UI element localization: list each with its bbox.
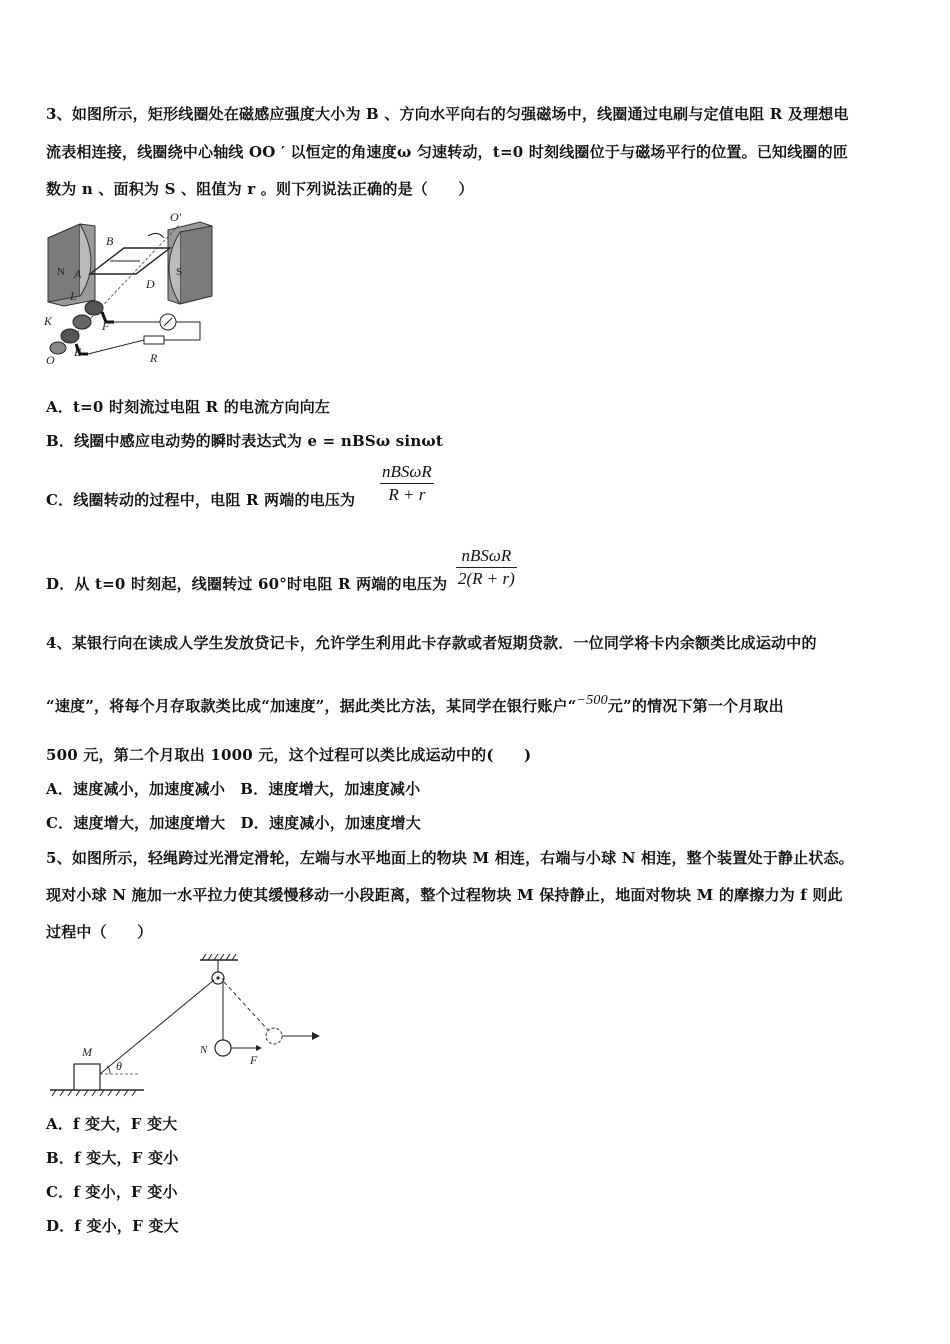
- fig3-label-A: A: [74, 267, 82, 281]
- q5-line-1: 5、如图所示，轻绳跨过光滑定滑轮，左端与水平地面上的物块 M 相连，右端与小球 N 相连，整个装置处于静止状态。: [46, 849, 854, 867]
- q3-line-3: 数为 n 、面积为 S 、阻值为 r 。则下列说法正确的是（ ）: [46, 180, 474, 198]
- fig3-label-B: B: [106, 234, 114, 248]
- fig3-label-E: E: [74, 345, 82, 359]
- q5-line-3: 过程中（ ）: [46, 923, 153, 941]
- q3-option-c-fraction: [380, 462, 434, 505]
- q4-line-2-part-a: “速度”，将每个月存取款类比成“加速度”，据此类比方法，某同学在银行账户“: [46, 697, 577, 715]
- q3-option-c-numerator: nBSωR: [382, 462, 432, 481]
- fig3-label-O-prime: O′: [170, 210, 182, 224]
- fig3-label-S: S: [176, 266, 183, 278]
- q4-options-ab: A．速度减小，加速度减小 B．速度增大，加速度减小: [46, 780, 421, 798]
- q3-option-c-denominator: R + r: [388, 485, 426, 504]
- fig3-label-L: L: [70, 289, 77, 303]
- q4-line-3: 500 元，第二个月取出 1000 元，这个过程可以类比成运动中的( ): [46, 746, 532, 764]
- q4-line-1: 4、某银行向在读成人学生发放贷记卡，允许学生利用此卡存款或者短期贷款．一位同学将卡内余额类比成运动中的: [46, 634, 817, 652]
- q3-option-b: B．线圈中感应电动势的瞬时表达式为 e = nBSω sinωt: [46, 432, 444, 450]
- fig5-label-theta: θ: [116, 1059, 122, 1073]
- fig5-label-N: N: [200, 1044, 208, 1056]
- fig3-label-K: K: [44, 314, 53, 328]
- fig3-label-R: R: [150, 351, 158, 365]
- q3-option-d-numerator: nBSωR: [461, 546, 512, 565]
- q5-pulley-figure: [44, 950, 324, 1100]
- q3-option-d-fraction: [456, 546, 517, 589]
- q3-option-d: D．从 t=0 时刻起，线圈转过 60°时电阻 R 两端的电压为: [46, 575, 448, 593]
- q5-option-a: A．f 变大，F 变大: [46, 1115, 178, 1133]
- q5-option-d: D．f 变小，F 变大: [46, 1217, 179, 1235]
- q3-line-2: 流表相连接，线圈绕中心轴线 OO ′ 以恒定的角速度ω 匀速转动，t=0 时刻线圈位于与磁场平行的位置。已知线圈的匝: [46, 143, 849, 161]
- fig3-label-O: O: [46, 353, 55, 367]
- q5-option-b: B．f 变大，F 变小: [46, 1149, 179, 1167]
- q3-line-1: 3、如图所示，矩形线圈处在磁感应强度大小为 B 、方向水平向右的匀强磁场中，线圈通过电刷与定值电阻 R 及理想电: [46, 105, 849, 123]
- q3-option-d-denominator: 2(R + r): [458, 569, 515, 588]
- q5-line-2: 现对小球 N 施加一水平拉力使其缓慢移动一小段距离，整个过程物块 M 保持静止，地面对物块 M 的摩擦力为 f 则此: [46, 886, 843, 904]
- fig3-label-D: D: [146, 277, 155, 291]
- fig3-label-N: N: [57, 266, 65, 278]
- q4-account-value: −500: [576, 693, 608, 708]
- q3-option-c: C．线圈转动的过程中，电阻 R 两端的电压为: [46, 491, 356, 509]
- fig5-label-M: M: [82, 1045, 92, 1059]
- q5-option-c: C．f 变小，F 变小: [46, 1183, 178, 1201]
- q3-generator-figure: [40, 208, 230, 368]
- fig5-label-F: F: [250, 1053, 258, 1067]
- q3-option-a: A．t=0 时刻流过电阻 R 的电流方向向左: [46, 398, 331, 416]
- q4-line-2-part-b: 元”的情况下第一个月取出: [607, 697, 784, 715]
- q4-options-cd: C．速度增大，加速度增大 D．速度减小，加速度增大: [46, 814, 421, 832]
- fig3-label-F: F: [102, 319, 110, 333]
- q4-line-2: [46, 695, 784, 716]
